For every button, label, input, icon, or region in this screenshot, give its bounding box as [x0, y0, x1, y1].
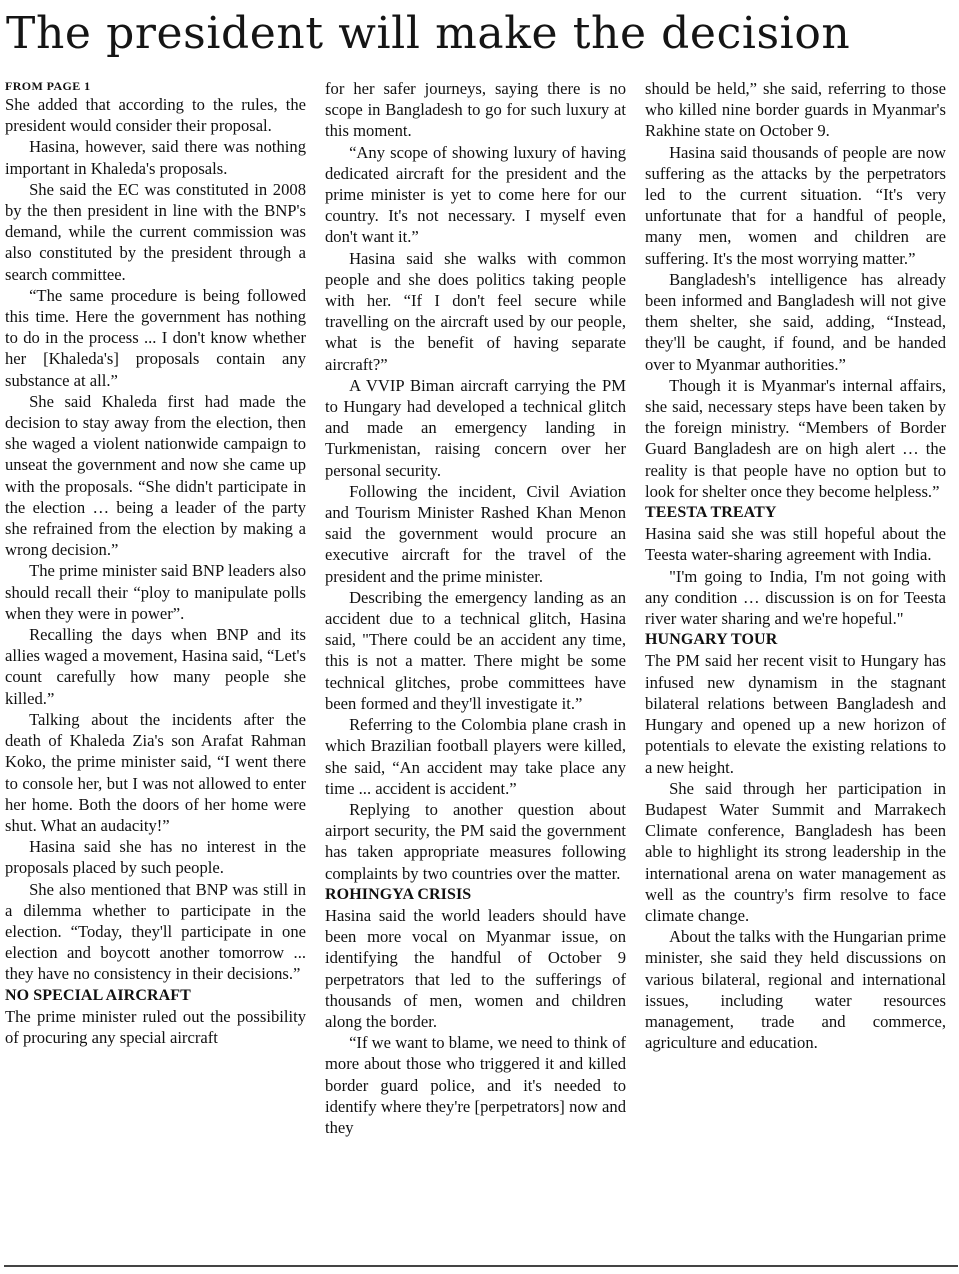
paragraph: Hasina said she has no interest in the proposals placed by such people.	[5, 837, 306, 878]
paragraph: Hasina said she walks with common people and she does politics taking people with her. “If I don't feel secure while travelling on the aircraft used by our people, what is the benefit of having separate aircraft?”	[325, 248, 626, 374]
subhead-rohingya-crisis: ROHINGYA CRISIS	[325, 885, 472, 903]
bottom-rule	[4, 1265, 958, 1267]
article-column-1	[5, 78, 306, 1048]
paragraph: should be held,” she said, referring to those who killed nine border guards in Myanmar's Rakhine state on October 9.	[645, 79, 946, 141]
paragraph: She said through her participation in Budapest Water Summit and Marrakech Climate conference, Bangladesh has been able to highlight its strong leadership in the international arena on water management as well as the country's firm resolve to face climate change.	[645, 778, 946, 925]
paragraph: She said the EC was constituted in 2008 by the then president in line with the BNP's demand, while the current commission was also constituted by the president through a search committee.	[5, 179, 306, 284]
paragraph: She also mentioned that BNP was still in a dilemma whether to participate in the election. “Today, they'll participate in one election and boycott another tomorrow ... they have no consistency in their decisions.”	[5, 879, 306, 984]
paragraph: Replying to another question about airport security, the PM said the government has taken appropriate measures following complaints by two countries over the matter.	[325, 799, 626, 883]
paragraph: About the talks with the Hungarian prime minister, she said they held discussions on various bilateral, regional and international issues, including water resources management, trade and commerce, agriculture and education.	[645, 927, 946, 1053]
article-column-2	[325, 78, 626, 1138]
paragraph: Talking about the incidents after the death of Khaleda Zia's son Arafat Rahman Koko, the prime minister said, “I went there to console her, but I was not allowed to enter her home. Both the doors of her home were shut. What an audacity!”	[5, 709, 306, 835]
paragraph: Hasina said she was still hopeful about the Teesta water-sharing agreement with India.	[645, 524, 946, 565]
paragraph: Bangladesh's intelligence has already been informed and Bangladesh will not give them shelter, she said, adding, “Instead, they'll be caught, if found, and be handed over to Myanmar authorities.”	[645, 269, 946, 374]
paragraph: Hasina said thousands of people are now suffering as the attacks by the perpetrators led to the current situation. “It's very unfortunate that for a handful of people, many men, women and children are suffering. It's the most worrying matter.”	[645, 142, 946, 268]
paragraph: A VVIP Biman aircraft carrying the PM to Hungary had developed a technical glitch and made an emergency landing in Turkmenistan, raising concern over her personal security.	[325, 375, 626, 480]
paragraph: Describing the emergency landing as an accident due to a technical glitch, Hasina said, "There could be an accident any time, this is not a matter. There might be some technical glitches, probe committees have been formed and they'll investigate it.”	[325, 587, 626, 713]
paragraph: She said Khaleda first had made the decision to stay away from the election, then she waged a violent nationwide campaign to unseat the government and now she came up with the proposals. “She didn't participate in the election … being a leader of the party she refrained from the election by making a wrong decision.”	[5, 391, 306, 560]
headline: The president will make the decision	[6, 8, 851, 59]
paragraph: Though it is Myanmar's internal affairs, she said, necessary steps have been taken by the foreign ministry. “Members of Border Guard Bangladesh are on high alert … the reality is that people have no option but to look for shelter once they become helpless.”	[645, 375, 946, 501]
paragraph: The prime minister said BNP leaders also should recall their “ploy to manipulate polls when they were in power”.	[5, 561, 306, 623]
paragraph: “If we want to blame, we need to think of more about those who triggered it and killed border guard police, and it's needed to identify where they're [perpetrators] now and they	[325, 1033, 626, 1137]
paragraph: for her safer journeys, saying there is no scope in Bangladesh to go for such luxury at this moment.	[325, 79, 626, 141]
paragraph: Following the incident, Civil Aviation and Tourism Minister Rashed Khan Menon said the government would procure an executive aircraft for the travel of the president and the prime minister.	[325, 481, 626, 586]
paragraph: The prime minister ruled out the possibility of procuring any special aircraft	[5, 1006, 306, 1047]
subhead-no-special-aircraft: NO SPECIAL AIRCRAFT	[5, 986, 191, 1004]
paragraph: Recalling the days when BNP and its allies waged a movement, Hasina said, “Let's count carefully how many people she killed.”	[5, 625, 306, 708]
paragraph: Hasina said the world leaders should have been more vocal on Myanmar issue, on identifying the handful of October 9 perpetrators that led to the sufferings of thousands of men, women and children along the border.	[325, 905, 626, 1031]
paragraph: Referring to the Colombia plane crash in which Brazilian football players were killed, she said, “An accident may take place any time ... accident is accident.”	[325, 715, 626, 798]
article-column-3	[645, 78, 946, 1053]
paragraph: The PM said her recent visit to Hungary has infused new dynamism in the stagnant bilateral relations between Bangladesh and Hungary and opened up a new horizon of potentials to elevate the existing relations to a new height.	[645, 651, 946, 777]
paragraph: Hasina, however, said there was nothing important in Khaleda's proposals.	[5, 137, 306, 178]
paragraph: She added that according to the rules, the president would consider their proposal.	[5, 95, 306, 136]
continued-from-label: FROM PAGE 1	[5, 79, 91, 93]
paragraph: "I'm going to India, I'm not going with any condition … discussion is on for Teesta river water sharing and we're hopeful."	[645, 566, 946, 629]
paragraph: “Any scope of showing luxury of having dedicated aircraft for the president and the prime minister is yet to come here for our country. It's not necessary. I myself even don't want it.”	[325, 142, 626, 247]
subhead-hungary-tour: HUNGARY TOUR	[645, 631, 778, 649]
paragraph: “The same procedure is being followed this time. Here the government has nothing to do in the process ... I don't know whether her [Khaleda's] proposals contain any substance at all.”	[5, 285, 306, 390]
subhead-teesta-treaty: TEESTA TREATY	[645, 504, 777, 522]
